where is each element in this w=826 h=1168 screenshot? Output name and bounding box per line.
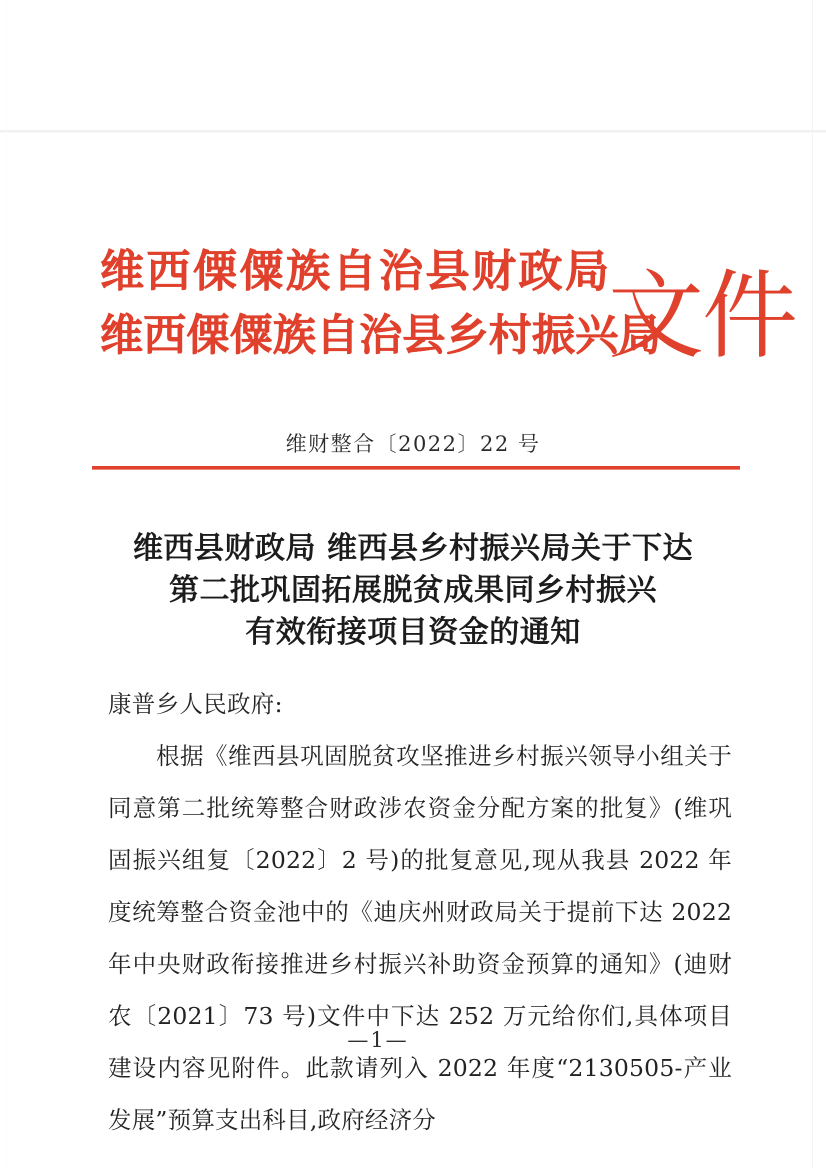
body-paragraph: 根据《维西县巩固脱贫攻坚推进乡村振兴领导小组关于同意第二批统筹整合财政涉农资金分配方案的批复》(维巩固振兴组复〔2022〕2 号)的批复意见,现从我县 2022 年度统筹整合资金池中的《迪庆州财政局关于提前下达 2022 年中央财政衔接推进乡村振兴补助资金预算的通知》(迪财农〔2021〕73 号)文件中下达 252 万元给你们,具体项目建设内容见附件。此款请列入 2022 年度“2130505-产业发展”预算支出科目,政府经济分: [108, 742, 732, 1134]
document-serial-number: 维财整合〔2022〕22 号: [285, 432, 541, 456]
masthead-agency-names: [100, 240, 662, 368]
page-number: —1—: [347, 1028, 409, 1052]
masthead-line-rural-revitalization-bureau: 维西傈僳族自治县乡村振兴局: [100, 311, 662, 361]
document-body: [108, 682, 732, 1146]
addressee-line: 康普乡人民政府:: [108, 690, 283, 718]
red-separator-rule-shadow: [92, 469, 740, 470]
page-edge-right: [812, 0, 813, 1168]
scan-artifact-line-secondary: [0, 132, 826, 133]
page-edge-left: [6, 0, 7, 1168]
masthead: [0, 240, 826, 390]
document-title: [60, 528, 766, 654]
masthead-line-finance-bureau: 维西傈僳族自治县财政局: [100, 246, 612, 297]
title-line-2: 第二批巩固拓展脱贫成果同乡村振兴: [169, 573, 657, 608]
masthead-wenjian-label: 文件: [608, 260, 796, 372]
title-line-1: 维西县财政局 维西县乡村振兴局关于下达: [133, 531, 693, 566]
title-line-3: 有效衔接项目资金的通知: [245, 615, 581, 650]
